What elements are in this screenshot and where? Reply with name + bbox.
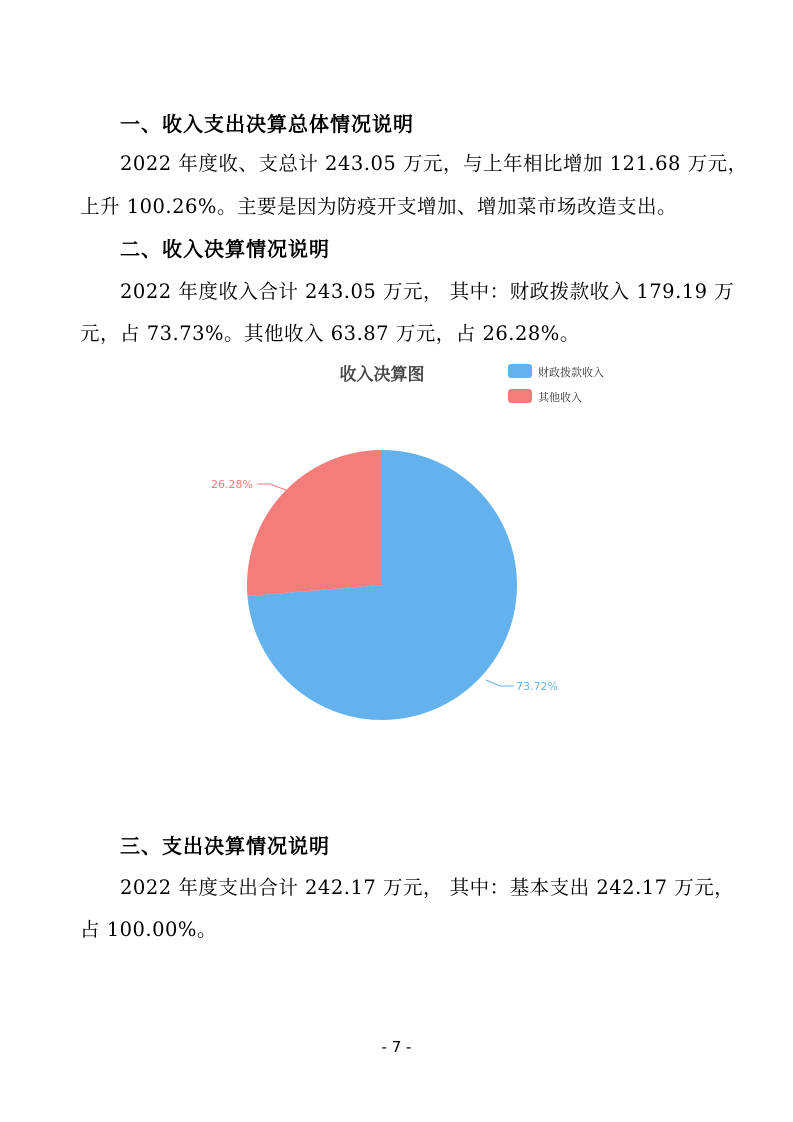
chart-legend [508, 364, 604, 404]
section-2-line-1: 2022 年度收入合计 243.05 万元， 其中：财政拨款收入 179.19 万 [120, 280, 735, 303]
legend-label-0: 财政拨款收入 [538, 366, 604, 379]
pie-slices [247, 450, 517, 720]
section-1-line-1: 2022 年度收、支总计 243.05 万元，与上年相比增加 121.68 万元， [120, 152, 748, 175]
section-1-heading: 一、收入支出决算总体情况说明 [120, 112, 414, 136]
legend-swatch-0 [508, 364, 532, 378]
section-3-heading: 三、支出决算情况说明 [120, 834, 330, 858]
page-number: - 7 - [381, 1038, 412, 1056]
slice-label-1: 26.28% [211, 478, 253, 491]
section-2-heading: 二、收入决算情况说明 [120, 237, 330, 261]
label-leader-1 [257, 484, 286, 490]
section-3-line-1: 2022 年度支出合计 242.17 万元， 其中：基本支出 242.17 万元， [120, 876, 735, 899]
chart-title: 收入决算图 [339, 365, 425, 385]
section-1-line-2: 上升 100.26%。主要是因为防疫开支增加、增加菜市场改造支出。 [80, 195, 677, 218]
label-leader-0 [486, 680, 514, 686]
legend-swatch-1 [508, 389, 532, 403]
slice-label-0: 73.72% [516, 680, 558, 693]
legend-label-1: 其他收入 [538, 391, 582, 404]
section-2-line-2: 元，占 73.73%。其他收入 63.87 万元，占 26.28%。 [80, 322, 580, 345]
pie-slice-1 [247, 450, 382, 596]
income-pie-chart [0, 350, 793, 770]
section-3-line-2: 占 100.00%。 [80, 918, 217, 941]
